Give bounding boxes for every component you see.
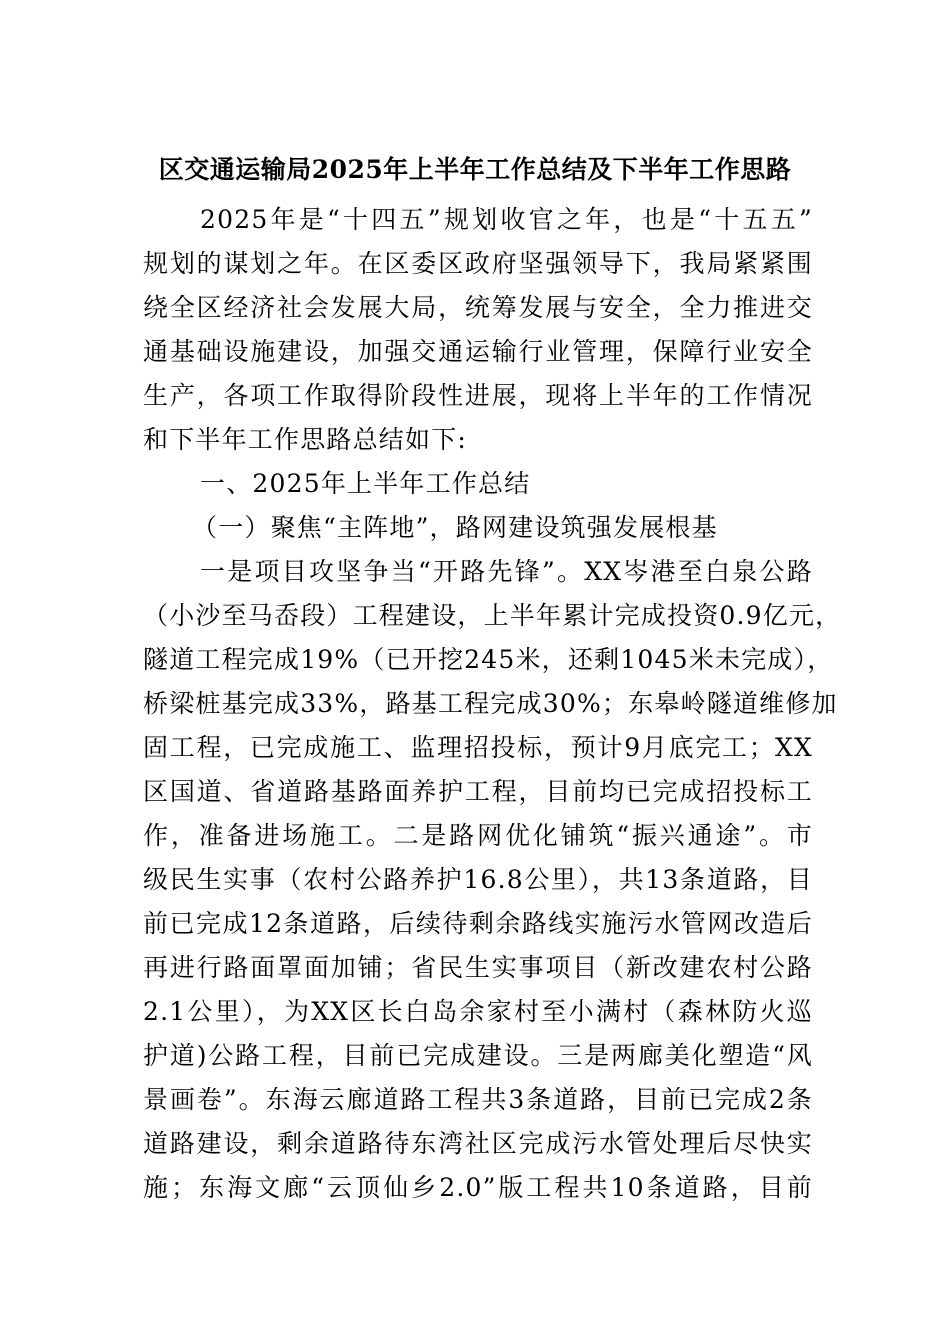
paragraph-line: 桥梁桩基完成33%，路基工程完成30%；东皋岭隧道维修加 bbox=[143, 689, 838, 718]
paragraph-line: 作，准备进场施工。二是路网优化铺筑“振兴通途”。市 bbox=[143, 821, 813, 850]
paragraph-line: 道路建设，剩余道路待东湾社区完成污水管处理后尽快实 bbox=[143, 1129, 813, 1158]
paragraph-line: 规划的谋划之年。在区委区政府坚强领导下，我局紧紧围 bbox=[143, 249, 813, 278]
document-title: 区交通运输局2025年上半年工作总结及下半年工作思路 bbox=[158, 155, 792, 184]
subsection-heading: （一）聚焦“主阵地”，路网建设筑强发展根基 bbox=[192, 513, 718, 542]
paragraph-line: 隧道工程完成19%（已开挖245米，还剩1045米未完成）， bbox=[143, 645, 834, 674]
paragraph-line: 2.1公里），为XX区长白岛余家村至小满村（森林防火巡 bbox=[143, 997, 813, 1026]
paragraph-line: 施；东海文廊“云顶仙乡2.0”版工程共10条道路，目前 bbox=[143, 1173, 813, 1202]
paragraph-line: 景画卷”。东海云廊道路工程共3条道路，目前已完成2条 bbox=[143, 1085, 813, 1114]
paragraph-line: 一是项目攻坚争当“开路先锋”。XX岑港至白泉公路 bbox=[200, 557, 813, 586]
paragraph-line: 级民生实事（农村公路养护16.8公里），共13条道路，目 bbox=[143, 865, 813, 894]
paragraph-line: 生产，各项工作取得阶段性进展，现将上半年的工作情况 bbox=[143, 381, 813, 410]
paragraph-line: 通基础设施建设，加强交通运输行业管理，保障行业安全 bbox=[143, 337, 813, 366]
paragraph-line: 固工程，已完成施工、监理招投标，预计9月底完工；XX bbox=[143, 733, 813, 762]
paragraph-line: （小沙至马岙段）工程建设，上半年累计完成投资0.9亿元， bbox=[143, 601, 842, 630]
paragraph-line: 再进行路面罩面加铺；省民生实事项目（新改建农村公路 bbox=[143, 953, 813, 982]
paragraph-line: 2025年是“十四五”规划收官之年，也是“十五五” bbox=[200, 205, 813, 234]
section-heading: 一、2025年上半年工作总结 bbox=[200, 469, 531, 498]
paragraph-line: 前已完成12条道路，后续待剩余路线实施污水管网改造后 bbox=[143, 909, 813, 938]
paragraph-line: 护道)公路工程，目前已完成建设。三是两廊美化塑造“风 bbox=[143, 1041, 813, 1070]
paragraph-line: 和下半年工作思路总结如下: bbox=[143, 425, 468, 454]
paragraph-line: 绕全区经济社会发展大局，统筹发展与安全，全力推进交 bbox=[143, 293, 813, 322]
paragraph-line: 区国道、省道路基路面养护工程，目前均已完成招投标工 bbox=[143, 777, 813, 806]
